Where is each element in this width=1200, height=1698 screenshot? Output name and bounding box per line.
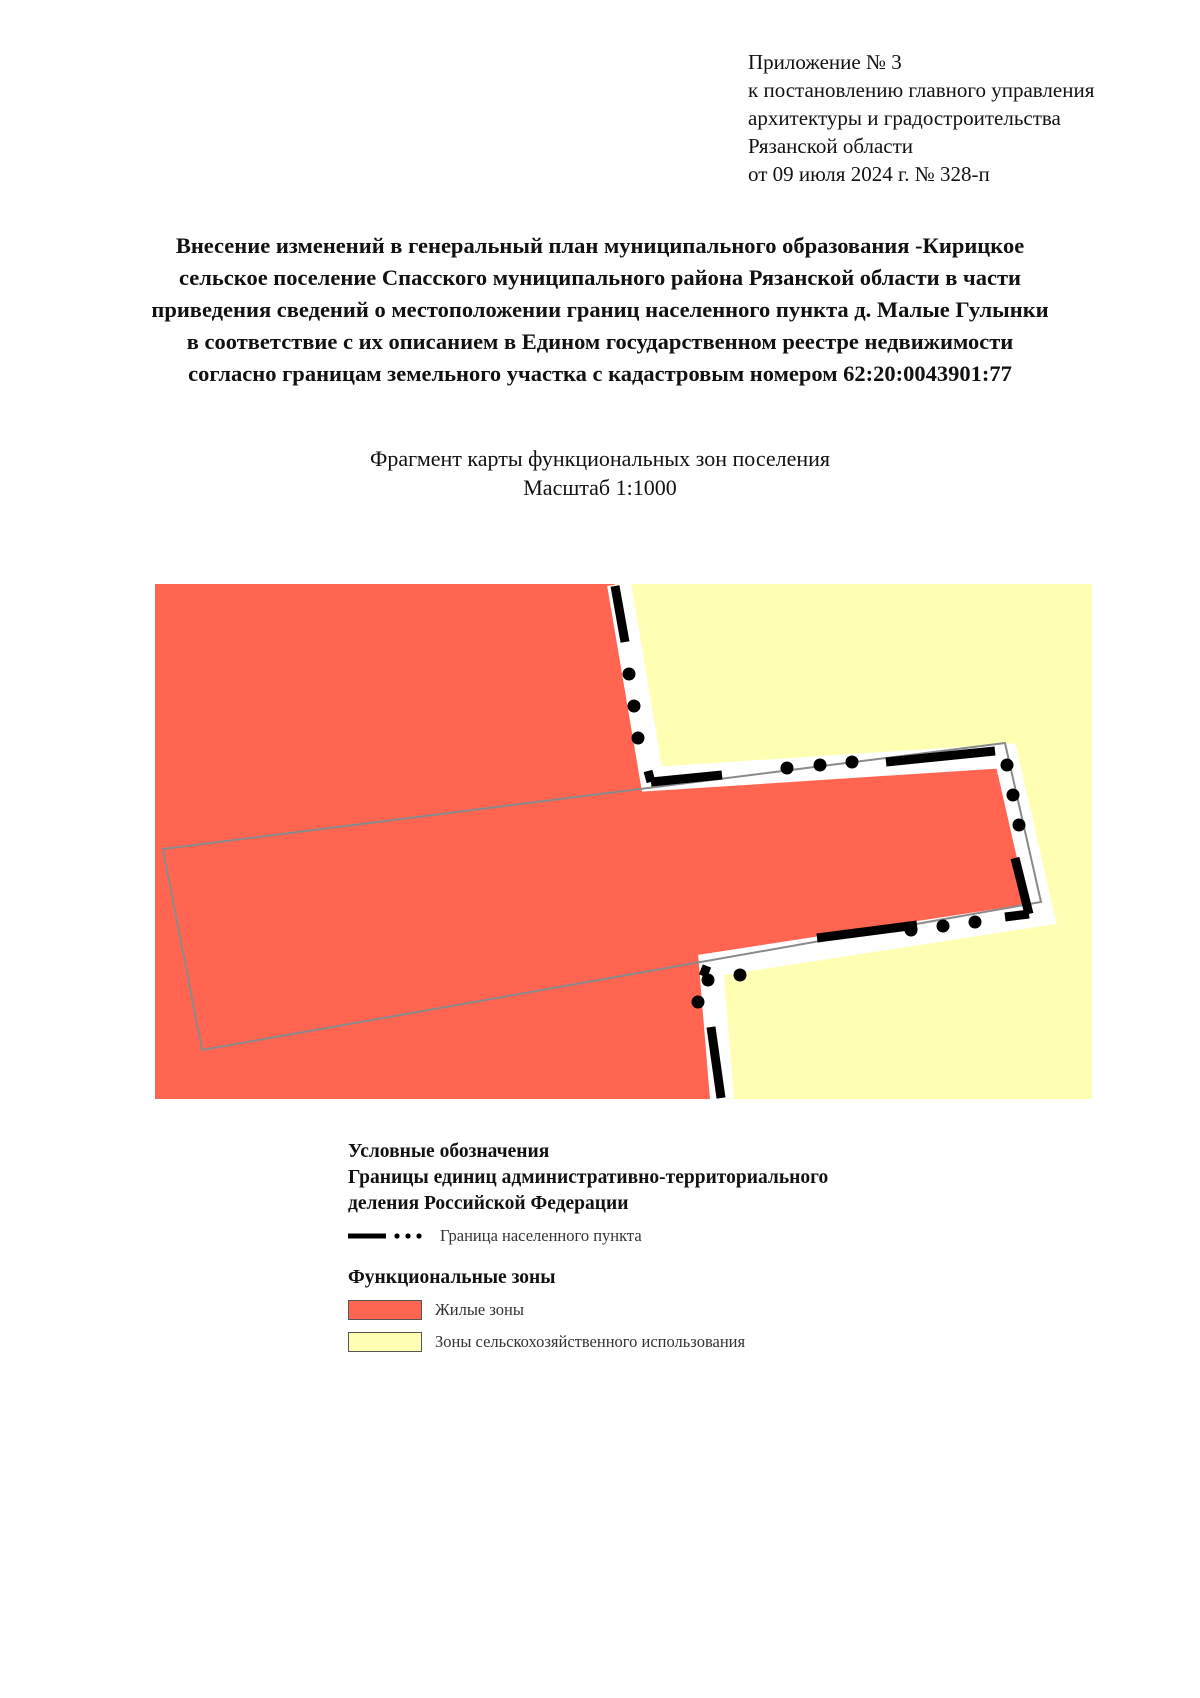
map-caption bbox=[100, 444, 1100, 502]
appendix-line: к постановлению главного управления bbox=[748, 78, 1095, 102]
title-line: приведения сведений о местоположении границ населенного пункта д. Малые Гулынки bbox=[151, 297, 1049, 322]
legend-admin-heading-cont: деления Российской Федерации bbox=[348, 1193, 629, 1214]
legend-zones-heading: Функциональные зоны bbox=[348, 1267, 556, 1288]
map-fragment-title: Фрагмент карты функциональных зон поселения bbox=[369, 446, 831, 471]
title-line: Внесение изменений в генеральный план муниципального образования -Кирицкое bbox=[175, 233, 1025, 258]
legend-boundary-label: Граница населенного пункта bbox=[440, 1226, 642, 1245]
legend-zone-residential bbox=[348, 1297, 1068, 1323]
appendix-line: архитектуры и градостроительства bbox=[748, 106, 1061, 130]
appendix-line: Рязанской области bbox=[748, 134, 914, 158]
title-line: в соответствие с их описанием в Едином государственном реестре недвижимости bbox=[186, 329, 1014, 354]
agricultural-swatch bbox=[348, 1332, 422, 1352]
legend-zone-label: Зоны сельскохозяйственного использования bbox=[435, 1332, 746, 1351]
document-title bbox=[40, 230, 1160, 390]
legend-boundary-row bbox=[348, 1223, 1068, 1249]
map-legend bbox=[348, 1139, 1068, 1355]
appendix-line: от 09 июля 2024 г. № 328-п bbox=[748, 162, 990, 186]
map-scale: Масштаб 1:1000 bbox=[523, 475, 677, 500]
functional-zones-map bbox=[155, 584, 1092, 1099]
boundary-line-symbol bbox=[348, 1228, 430, 1244]
legend-zone-agricultural bbox=[348, 1329, 1068, 1355]
legend-admin-heading: Границы единиц административно-территориального bbox=[348, 1167, 829, 1188]
appendix-block bbox=[748, 48, 1178, 188]
title-line: согласно границам земельного участка с кадастровым номером 62:20:0043901:77 bbox=[188, 361, 1012, 386]
appendix-line: Приложение № 3 bbox=[748, 50, 902, 74]
residential-swatch bbox=[348, 1300, 422, 1320]
legend-title: Условные обозначения bbox=[348, 1141, 550, 1162]
title-line: сельское поселение Спасского муниципального района Рязанской области в части bbox=[179, 265, 1021, 290]
legend-zone-label: Жилые зоны bbox=[435, 1300, 524, 1319]
